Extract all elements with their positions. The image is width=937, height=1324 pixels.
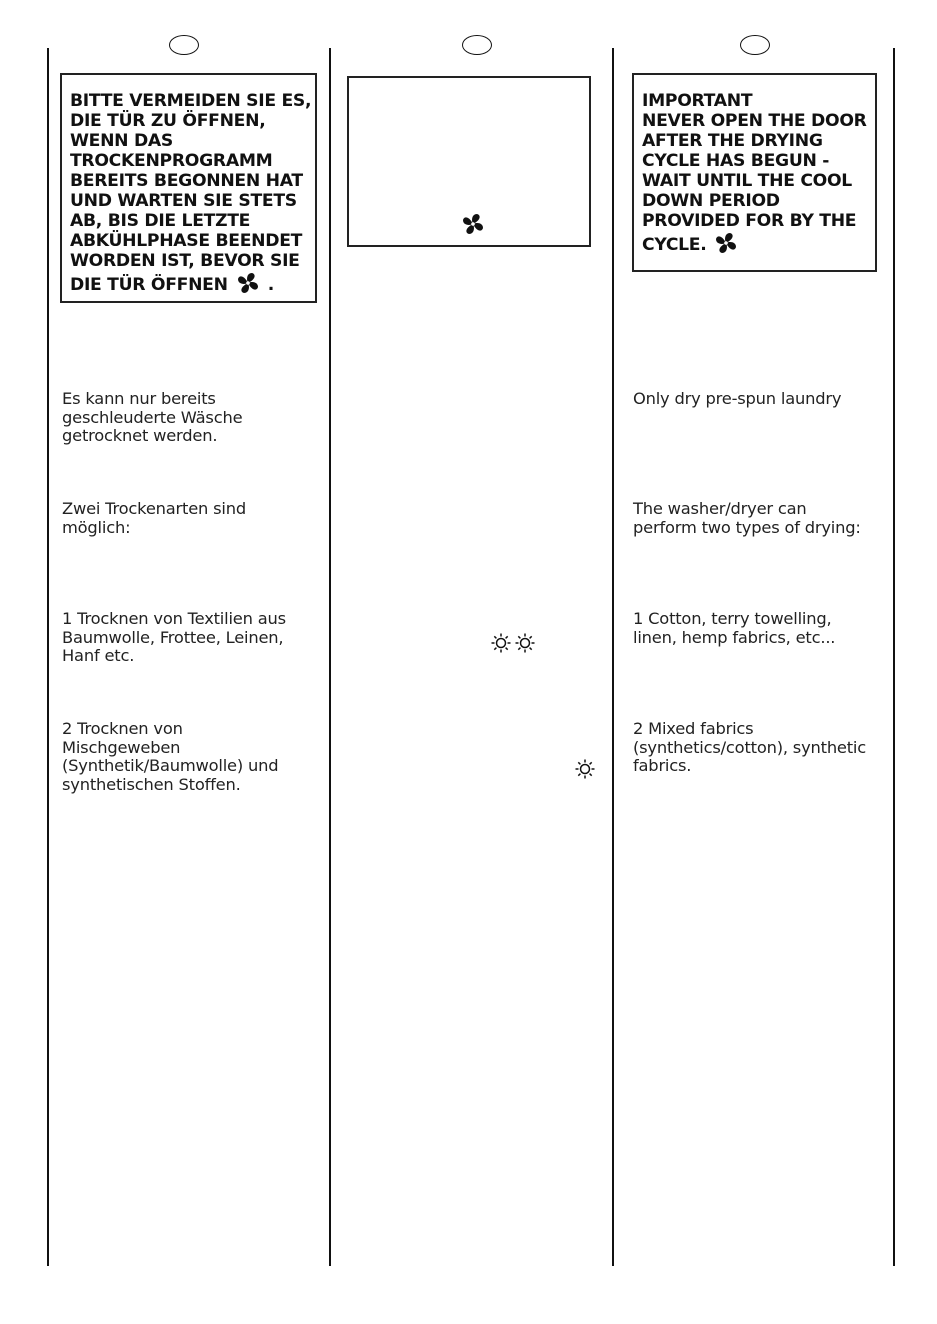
warning-line-last: DIE TÜR ÖFFNEN .	[70, 271, 307, 300]
warning-box-middle	[347, 76, 591, 247]
text-line: Baumwolle, Frottee, Leinen,	[62, 627, 284, 647]
warning-line: WORDEN IST, BEVOR SIE	[70, 251, 300, 271]
warning-line: WAIT UNTIL THE COOL	[642, 171, 852, 191]
fan-icon	[236, 271, 260, 300]
text-line: getrocknet werden.	[62, 426, 218, 445]
text-line: 2 Trocknen von	[62, 719, 183, 738]
text-line: (Synthetik/Baumwolle) und	[62, 756, 279, 775]
text-line: möglich:	[62, 517, 131, 537]
warning-box-german	[60, 73, 317, 303]
warning-box-english	[632, 73, 877, 272]
text-line: geschleuderte Wäsche	[62, 407, 243, 427]
text-line: Only dry pre-spun laundry	[633, 389, 842, 408]
warning-line: IMPORTANT	[642, 91, 753, 111]
text-line: Hanf etc.	[62, 646, 135, 665]
text-line: linen, hemp fabrics, etc...	[633, 627, 836, 647]
text-line: fabrics.	[633, 756, 692, 775]
warning-line: DIE TÜR ZU ÖFFNEN,	[70, 111, 266, 131]
single-sun-icon	[574, 758, 596, 785]
warning-line: DOWN PERIOD	[642, 191, 780, 211]
warning-line: WENN DAS	[70, 131, 173, 151]
language-flag-middle	[462, 35, 492, 55]
text-line: 1 Trocknen von Textilien aus	[62, 609, 286, 628]
text-line: 2 Mixed fabrics	[633, 719, 754, 738]
warning-line: NEVER OPEN THE DOOR	[642, 111, 867, 131]
warning-line: BEREITS BEGONNEN HAT	[70, 171, 303, 191]
paragraph-german-mixed	[62, 720, 278, 794]
text-line: Es kann nur bereits	[62, 389, 216, 408]
column-divider-center-right	[612, 48, 614, 1266]
warning-line: PROVIDED FOR BY THE	[642, 211, 857, 231]
language-flag-german	[169, 35, 199, 55]
warning-line: TROCKENPROGRAMM	[70, 151, 273, 171]
paragraph-german-two-types	[62, 500, 246, 537]
language-flag-english	[740, 35, 770, 55]
column-divider-right	[893, 48, 895, 1266]
text-line: synthetischen Stoffen.	[62, 774, 241, 794]
column-divider-left	[47, 48, 49, 1266]
paragraph-german-cotton	[62, 610, 286, 666]
paragraph-german-prespun	[62, 390, 242, 446]
paragraph-english-mixed	[633, 720, 866, 776]
warning-suffix: .	[267, 275, 274, 295]
text-line: The washer/dryer can	[633, 499, 807, 518]
text-line: 1 Cotton, terry towelling,	[633, 609, 832, 628]
column-divider-center-left	[329, 48, 331, 1266]
text-line: (synthetics/cotton), synthetic	[633, 737, 867, 757]
warning-line: UND WARTEN SIE STETS	[70, 191, 297, 211]
warning-line-last: CYCLE.	[642, 231, 867, 260]
warning-line: CYCLE HAS BEGUN -	[642, 151, 830, 171]
text-line: Mischgeweben	[62, 737, 181, 757]
paragraph-english-two-types	[633, 500, 861, 537]
fan-icon	[714, 231, 738, 260]
warning-line: AFTER THE DRYING	[642, 131, 823, 151]
text-line: perform two types of drying:	[633, 517, 861, 537]
double-sun-icon	[490, 632, 538, 659]
fan-icon	[461, 212, 485, 241]
warning-line: BITTE VERMEIDEN SIE ES,	[70, 91, 312, 111]
paragraph-english-cotton	[633, 610, 835, 647]
warning-line: AB, BIS DIE LETZTE	[70, 211, 251, 231]
paragraph-english-prespun	[633, 390, 841, 409]
warning-line: ABKÜHLPHASE BEENDET	[70, 231, 303, 251]
text-line: Zwei Trockenarten sind	[62, 499, 246, 518]
